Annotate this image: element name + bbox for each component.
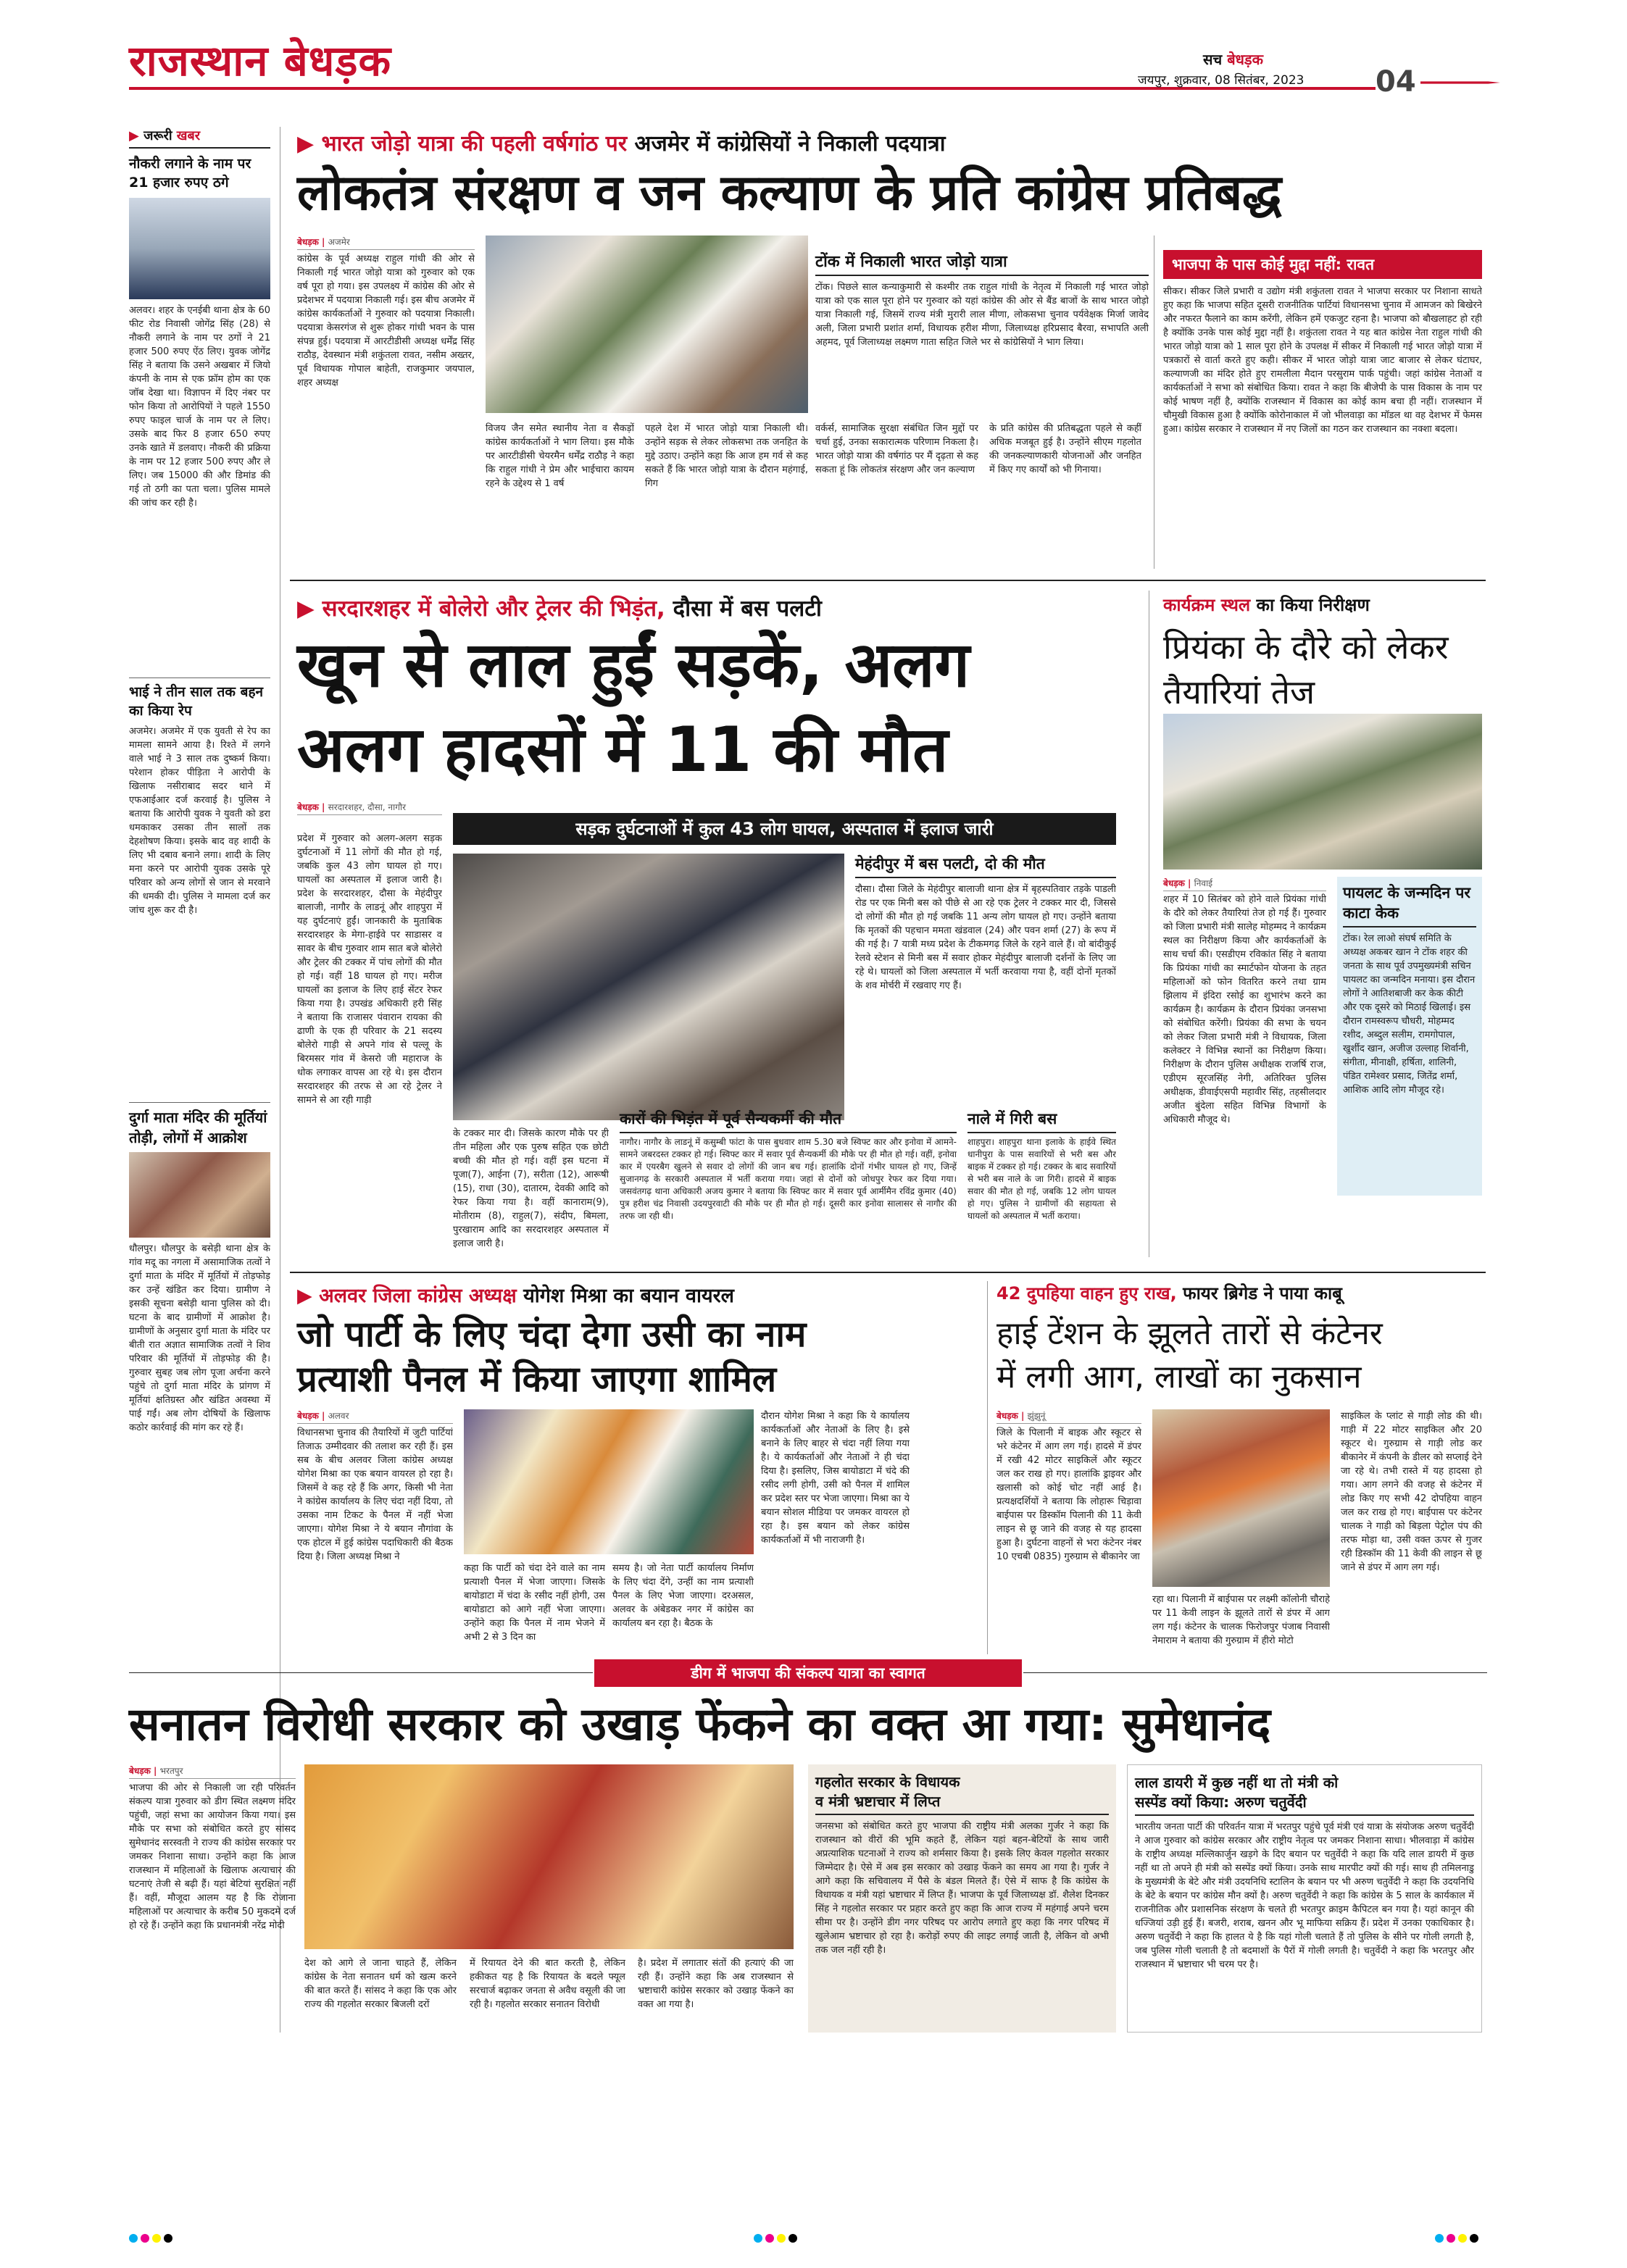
nale-box — [968, 1109, 1116, 1254]
bjp-rawat-box — [1163, 250, 1482, 569]
nagaur-box-title: कारों की भिड़ंत में पूर्व सैन्यकर्मी की मौत — [620, 1109, 957, 1133]
priyanka-headline: प्रियंका के दौरे को लेकर तैयारियां तेज — [1163, 628, 1449, 712]
alwar-divider — [987, 1281, 988, 1654]
diary-box-title-l1: लाल डायरी में कुछ नहीं था तो मंत्री को — [1135, 1774, 1339, 1791]
congress-col5: के प्रति कांग्रेस की प्रतिबद्धता पहले से कहीं अधिक मजबूत हुई है। उन्होंने सीएम गहलोत की जनकल्याणकारी योजनाओं और जनहित में किए गए कार्यों को भी गिनाया। — [989, 423, 1141, 475]
sumedhanand-col1: भाजपा की ओर से निकाली जा रही परिवर्तन संकल्प यात्रा गुरुवार को डीग स्थित लक्ष्मण मंदिर पहुंची, जहां सभा का आयोजन किया गया। इस मौके पर सभा को संबोधित करते हुए सांसद सुमेधानंद सरस्वती ने राज्य की कांग्रेस सरकार पर जमकर निशाना साधा। उन्होंने कहा कि आज राजस्थान में महिलाओं के खिलाफ अत्याचार की घटनाएं तेजी से बढ़ी हैं। यहां बेटियां सुरक्षित नहीं हैं। वहीं, मौजूदा आलम यह है कि रोजाना महिलाओं पर अत्याचार के करीब 50 मुकदमे दर्ज हो रहे हैं। उन्होंने कहा कि प्रधानमंत्री नरेंद्र मोदी — [129, 1783, 296, 1931]
congress-byline: बेधड़क | अजमेर — [297, 235, 475, 250]
gehlot-box-title-l1: गहलोत सरकार के विधायक — [815, 1773, 960, 1790]
sidebar-photo-temple — [129, 1152, 270, 1238]
fire-container-photo — [1152, 1409, 1330, 1587]
accidents-byline: बेधड़क | सरदारशहर, दौसा, नागौर — [297, 801, 442, 815]
accidents-col1: प्रदेश में गुरुवार को अलग-अलग सड़क दुर्घटनाओं में 11 लोगों की मौत हो गई, जबकि कुल 43 लोग घायल हो गए। घायलों का अस्पताल में इलाज जारी है। प्रदेश के सरदारशहर, दौसा के मेहंदीपुर बालाजी, नागौर के लाडनूं और शाहपुरा में यह दुर्घटनाएं हुईं। जानकारी के मुताबिक सरदारशहर के मेगा-हाईवे पर साडासर व सावर के बीच गुरुवार शाम सात बजे बोलेरो और ट्रेलर की टक्कर में पांच लोगों की मौत हो गई। वहीं 18 घायल हो गए। मरीज घायलों का इलाज के लिए हाई सेंटर रेफर किया गया है। उपखंड अधिकारी हरी सिंह ने बताया कि राजासर पंवारान रायका की ढाणी के एक ही परिवार के 21 सदस्य बोलेरो गाड़ी से अपने गांव से पल्लू के बिरमसर गांव में केसरो जी महाराज के धोक लगाकर वापस आ रहे थे। इस दौरान सरदारशहर की तरफ से आ रहे ट्रेलर ने सामने से आ रही गाड़ी — [297, 833, 442, 1106]
congress-col4: वर्कर्स, सामाजिक सुरक्षा संबंधित जिन मुद्दों पर चर्चा हुई, उनका सकारात्मक परिणाम निकला है। भारत जोड़ो यात्रा की वर्षगांठ पर मैं दृढ़ता से कह सकता हूं कि लोकतंत्र संरक्षण और जन कल्याण — [815, 423, 978, 475]
priyanka-kicker: कार्यक्रम स्थल का किया निरीक्षण — [1163, 595, 1370, 615]
alwar-kicker: ▶ अलवर जिला कांग्रेस अध्यक्ष योगेश मिश्रा का बयान वायरल — [297, 1285, 734, 1307]
alwar-headline-l2: प्रत्याशी पैनल में किया जाएगा शामिल — [297, 1359, 777, 1400]
section-rule-3 — [129, 1672, 593, 1673]
sumedhanand-col2: देश को आगे ले जाना चाहते हैं, लेकिन कांग्रेस के नेता सनातन धर्म को खत्म करने की बात करते हैं। सांसद ने कहा कि एक ओर राज्य की गहलोत सरकार बिजली दरों — [304, 1958, 457, 2010]
pen-icon — [1420, 80, 1500, 86]
arrow-icon: ▶ — [297, 596, 315, 622]
alwar-headline-l1: जो पार्टी के लिए चंदा देगा उसी का नाम — [297, 1314, 807, 1355]
section-rule-4 — [1023, 1672, 1487, 1673]
registration-dots-center — [754, 2232, 800, 2246]
nagaur-box — [620, 1109, 957, 1254]
alwar-col3: समय है। जो नेता पार्टी कार्यालय निर्माण के लिए चंदा देंगे, उन्हीं का नाम प्रत्याशी पैनल के लिए भेजा जाएगा। दरअसल, अलवर के अंबेडकर नगर में कांग्रेस का कार्यालय बन रहा है। बैठक के — [612, 1563, 754, 1629]
diary-box — [1127, 1764, 1482, 2033]
section-rule-1 — [290, 580, 1486, 581]
bus-box — [855, 854, 1116, 1100]
accidents-headline-l1: खून से लाल हुईं सड़कें, अलग — [297, 629, 970, 701]
registration-dots-right — [1435, 2232, 1481, 2246]
arrow-icon: ▶ — [297, 1285, 312, 1307]
congress-kicker: ▶ भारत जोड़ो यात्रा की पहली वर्षगांठ पर अजमेर में कांग्रेसियों ने निकाली पदयात्रा — [297, 131, 946, 157]
fire-col2: रहा था। पिलानी में बाईपास पर लक्ष्मी कॉलोनी चौराहे पर 11 केवी लाइन के झूलते तारों से डंपर में आग लग गई। कंटेनर के चालक फिरोजपुर पंजाब निवासी नेमाराम ने बताया की गुरुग्राम में हीरो मोटो — [1152, 1594, 1330, 1646]
sidebar-story2-body: अजमेर। अजमेर में एक युवती से रेप का मामला सामने आया है। रिश्ते में लगने वाले भाई ने 3 साल तक दुष्कर्म किया। परेशान होकर पीड़िता ने आरोपी के खिलाफ नसीराबाद सदर थाने में एफआईआर दर्ज करवाई है। पुलिस ने बताया कि आरोपी युवक ने युवती को डरा धमकाकर उसका तीन सालों तक देहशोषण किया। इसके बाद वह शादी के लिए भी दबाव बनाने लगा। शादी के लिए मना करने पर आरोपी युवक उसके पूरे परिवार को अन्य लोगों से जान से मरवाने की धमकी दी। पुलिस ने मामला दर्ज कर जांच शुरू कर दी है। — [129, 726, 270, 916]
sidebar-story3-headline: दुर्गा माता मंदिर की मूर्तियां तोड़ी, लोगों में आक्रोश — [129, 1109, 267, 1146]
masthead — [0, 0, 1627, 109]
congress-col1: कांग्रेस के पूर्व अध्यक्ष राहुल गांधी की ओर से निकाली गई भारत जोड़ो यात्रा को गुरुवार को एक वर्ष पूरा हो गया। इस उपलक्ष्य में कांग्रेस की ओर से प्रदेशभर में पदयात्रा निकाली गई। इस बीच अजमेर में कांग्रेस कार्यकर्ताओं ने गुरुवार को पदयात्रा निकाली। पदयात्रा केसरगंज से शुरू होकर गांधी भवन के पास संपन्न हुई। पदयात्रा में आरटीडीसी अध्यक्ष धर्मेंद्र सिंह राठौड़, देवस्थान मंत्री शकुंतला रावत, नसीम अख्तर, पूर्व विधायक गोपाल बाहेती, राजकुमार जयपाल, शहर अध्यक्ष — [297, 254, 475, 388]
pilot-box-title: पायलट के जन्मदिन पर काटा केक — [1343, 883, 1476, 927]
sumedhanand-col3: में रियायत देने की बात करती है, लेकिन हकीकत यह है कि रियायत के बदले फ्यूल सरचार्ज बढ़ाकर जनता से अवैध वसूली की जा रही है। गहलोत सरकार सनातन विरोधी — [470, 1958, 625, 2010]
tonk-box-title: टोंक में निकाली भारत जोड़ो यात्रा — [815, 250, 1149, 276]
congress-headline: लोकतंत्र संरक्षण व जन कल्याण के प्रति कांग्रेस प्रतिबद्ध — [297, 164, 1282, 222]
section-rule-2 — [290, 1272, 1486, 1273]
nagaur-box-body: नागौर। नागौर के लाडनूं में कसुम्बी फांटा के पास बुधवार शाम 5.30 बजे स्विफ्ट कार और इनोवा में आमने-सामने जबरदस्त टक्कर हो गई। स्विफ्ट कार में सवार पूर्व सैन्यकर्मी की मौके पर ही मौत हो गई। वहीं, इनोवा कार में एयरबैग खुलने से सवार दो लोगों की जान बच गई। हालांकि दोनों गंभीर घायल हो गए, जिन्हें सुजानगढ़ के सरकारी अस्पताल में भर्ती कराया गया। जहां से दोनों को जोधपुर रेफर कर दिया गया। जसवंतगढ़ थाना अधिकारी अजय कुमार ने बताया कि स्विफ्ट कार में सवार पूर्व आर्मीमैन रविंद्र कुमार (40) पुत्र हरीश चंद्र निवासी उदयपुरवाटी की मौके पर ही मौत हो गई। दूसरी कार इनोवा सालासर से नागौर की तरफ जा रही थी। — [620, 1137, 957, 1221]
registration-dots-left — [129, 2232, 175, 2246]
alwar-col4: दौरान योगेश मिश्रा ने कहा कि ये कार्यालय कार्यकर्ताओं और नेताओं के लिए है। इसे बनाने के लिए बाहर से चंदा नहीं लिया गया है। ये कार्यकर्ताओं और नेताओं ने ही चंदा दिया है। इसलिए, जिस बायोडाटा में चंदे की रसीद लगी होगी, उसी को पैनल में शामिल कर प्रदेश स्तर पर भेजा जाएगा। मिश्रा का ये बयान सोशल मीडिया पर जमकर वायरल हो रहा है। इस बयान को लेकर कांग्रेस कार्यकर्ताओं में भी नाराजगी है। — [761, 1411, 910, 1546]
gehlot-box — [808, 1764, 1116, 2033]
bjp-rawat-title: भाजपा के पास कोई मुद्दा नहीं: रावत — [1163, 250, 1482, 279]
nale-box-title: नाले में गिरी बस — [968, 1109, 1116, 1133]
accidents-subhead: सड़क दुर्घटनाओं में कुल 43 लोग घायल, अस्पताल में इलाज जारी — [453, 813, 1116, 845]
accidents-col2: के टक्कर मार दी। जिसके कारण मौके पर ही तीन महिला और एक पुरुष सहित एक छोटी बच्ची की मौत हो गई। वहीं इस घटना में पूजा(7), आईना (7), सरीता (12), आरूषी (15), राधा (30), दातारम, देवकी आदि को रेफर किया गया है। वहीं कानाराम(9), मोतीराम (8), राहुल(7), संदीप, बिमला, पुरखाराम आदि का सरदारशहर अस्पताल में इलाज जारी है। — [453, 1128, 609, 1249]
arrow-icon: ▶ — [129, 128, 139, 143]
page-number: 04 — [1376, 65, 1416, 99]
sidebar-photo-man — [129, 198, 270, 299]
nale-box-body: शाहपुरा। शाहपुरा थाना इलाके के हाईवे स्थित धानीपुरा के पास सवारियों से भरी बस और बाइक में टक्कर हो गई। टक्कर के बाद सवारियों से भरी बस नाले के जा गिरी। हादसे में बाइक सवार की मौत हो गई, जबकि 12 लोग घायल हो गए। पुलिस ने ग्रामीणों की सहायता से घायलों को अस्पताल में भर्ती कराया। — [968, 1137, 1116, 1221]
sidebar-story1-body: अलवर। शहर के एनईबी थाना क्षेत्र के 60 फीट रोड निवासी जोगेंद्र सिंह (28) से नौकरी लगाने के नाम पर ठगों ने 21 हजार 500 रुपए ऐंठ लिए। युवक जोगेंद्र सिंह ने बताया कि उसने अखबार में जियो कंपनी के नाम से एक फ्रॉम होम का एक जॉब देखा था। विज्ञापन में दिए नंबर पर फोन किया तो आरोपियों ने पहले 1550 रुपए फाइल चार्ज के नाम पर ले लिए। उसके बाद फिर 8 हजार 650 रुपए उनके खाते में डलवाए। नौकरी की प्रक्रिया के नाम पर 12 हजार 500 रुपए और ले लिए। जब 15000 की और डिमांड की गई तो ठगी का पता चला। पुलिस मामले की जांच कर रही है। — [129, 305, 270, 509]
gehlot-box-body: जनसभा को संबोधित करते हुए भाजपा की राष्ट्रीय मंत्री अलका गुर्जर ने कहा कि राजस्थान को वीरों की भूमि कहते हैं, लेकिन यहां बहन-बेटियों के साथ जारी अप्रत्याशिक घटनाओं ने राज्य को शर्मसार किया है। इसके लिए केवल गहलोत सरकार जिम्मेदार है। ऐसे में अब इस सरकार को उखाड़ फेंकने का समय आ गया है। गुर्जर ने आगे कहा कि सचिवालय में पैसे के बंडल मिलते हैं। ऐसे में साफ है कि कांग्रेस के विधायक व मंत्री यहां भ्रष्टाचार में लिप्त हैं। भाजपा के पूर्व जिलाध्यक्ष डॉ. शैलेश दिनकर सिंह ने गहलोत सरकार पर प्रहार करते हुए कहा कि आज राज्य में महंगाई अपने चरम सीमा पर है। उन्होंने डीग नगर परिषद पर आरोप लगाते हुए कहा कि नगर परिषद में खुलेआम भ्रष्टाचार हो रहा है। करोड़ों रुपए की लाइट लगाई जाती है, लेकिन वो अभी तक जल नहीं रही है। — [815, 1821, 1109, 1956]
alwar-col2: कहा कि पार्टी को चंदा देने वाले का नाम प्रत्याशी पैनल में भेजा जाएगा। जिसके बायोडाटा में चंदा के रसीद नहीं होगी, उस बायोडाटा को आगे नहीं भेजा जाएगा। उन्होंने कहा कि पैनल में नाम भेजने में अभी 2 से 3 दिन का — [464, 1563, 605, 1643]
sidebar-story1-headline: नौकरी लगाने के नाम पर 21 हजार रुपए ठगे — [129, 156, 251, 191]
congress-col3: पहले देश में भारत जोड़ो यात्रा निकाली थी। उन्होंने सड़क से लेकर लोकसभा तक जनहित के मुद्दे उठाए। उन्होंने कहा कि आज हम गर्व से कह सकते हैं कि भारत जोड़ो यात्रा के दौरान महंगाई, गिग — [645, 423, 808, 489]
priyanka-body: शहर में 10 सितंबर को होने वाले प्रियंका गांधी के दौरे को लेकर तैयारियां तेज हो गई हैं। गुरुवार को जिला प्रभारी मंत्री सालेह मोहम्मद ने कार्यक्रम स्थल का निरीक्षण किया और कार्यकर्ताओं के साथ चर्चा की। एसडीएम रविकांत सिंह ने बताया कि प्रियंका गांधी का स्मार्टफोन योजना के तहत महिलाओं को फोन वितरित करने तथा ग्राम झिलाय में इंदिरा रसोई का शुभारंभ करने का कार्यक्रम है। कार्यक्रम के दौरान प्रियंका जनसभा को संबोधित करेंगी। प्रियंका की सभा के चयन को लेकर जिला प्रभारी मंत्री ने विधायक, जिला कलेक्टर ने विभिन्न स्थानों का निरीक्षण किया। निरीक्षण के दौरान पुलिस अधीक्षक राजर्षि राज, एडीएम सूरजसिंह नेगी, अतिरिक्त पुलिस अधीक्षक, डीवाईएसपी महावीर सिंह, तहसीलदार अजीत बुंदेला सहित विभिन्न विभागों के अधिकारी मौजूद थे। — [1163, 894, 1326, 1125]
diary-box-title-l2: सस्पेंड क्यों किया: अरुण चतुर्वेदी — [1135, 1792, 1474, 1816]
arrow-icon: ▶ — [297, 131, 315, 157]
sumedhanand-headline: सनातन विरोधी सरकार को उखाड़ फेंकने का वक्त आ गया: सुमेधानंद — [129, 1698, 1271, 1751]
alwar-garland-photo — [464, 1409, 754, 1554]
dateline: जयपुर, शुक्रवार, 08 सितंबर, 2023 — [1138, 73, 1304, 88]
accidents-headline-l2: अलग हादसों में 11 की मौत — [297, 714, 949, 786]
fire-col3: साइकिल के प्लांट से गाड़ी लोड की थी। गाड़ी में 22 मोटर साइकिल और 20 स्कूटर थे। गुरुग्राम से गाड़ी लोड कर बीकानेर में कंपनी के डीलर को सप्लाई देने जा रहे थे। तभी रास्ते में यह हादसा हो गया। आग लगने की वजह से कंटेनर में लोड किए गए सभी 42 दोपहिया वाहन जल कर राख हो गए। बाईपास पर कंटेनर चालक ने गाड़ी को बिड़ला पेट्रोल पंप की तरफ मोड़ा था, उसी वक्त ऊपर से गुजर रही डिस्कॉम की 11 केवी की लाइन से छू जाने से डंपर में आग लग गई। — [1341, 1411, 1482, 1573]
bjp-rawat-body: सीकर। सीकर जिले प्रभारी व उद्योग मंत्री शकुंतला रावत ने भाजपा सरकार पर निशाना साधते हुए कहा कि भाजपा सहित दूसरी राजनीतिक पार्टियां विधानसभा चुनाव में आमजन को बिखेरने और नफरत फैलाने का काम करेंगी, लेकिन हमें एकजुट रहना है। भाजपा को बौखलाहट हो रही है क्योंकि उनके पास कोई मुद्दा नहीं है। शकुंतला रावत ने यह बात कांग्रेस नेता राहुल गांधी की भारत जोड़ो यात्रा को 1 साल पूरा होने के उपलक्ष में सीकर में निकाली गई भारत जोड़ो यात्रा में पत्रकारों से वार्ता करते हुए कही। सीकर में भारत जोड़ो यात्रा जाट बाजार से लेकर घंटाघर, कल्याणजी का मंदिर होते हुए रामलीला मैदान परसुराम पार्क पहुंची। जहां कांग्रेस नेताओं व कार्यकर्ताओं ने सभा को संबोधित किया। रावत ने कहा कि बीजेपी के पास विकास के नाम पर कोई भाषण नहीं है, क्योंकि राजस्थान में विकास का कोई काम बचा ही नहीं। राजस्थान में चौमुखी विकास हुआ है क्योंकि कोरोनाकाल में जो भीलवाड़ा का मॉडल था वह देशभर में फेमस हुआ। कांग्रेस सरकार ने राजस्थान में नए जिलों का गठन कर राजस्थान का नक्शा बदला। — [1163, 286, 1482, 435]
alwar-col1: विधानसभा चुनाव की तैयारियों में जुटी पार्टियां तिजाऊ उम्मीदवार की तलाश कर रही हैं। इस सब के बीच अलवर जिला कांग्रेस अध्यक्ष योगेश मिश्रा का एक बयान वायरल हो रहा है। जिसमें वे कह रहे हैं कि अगर, किसी भी नेता ने कांग्रेस कार्यालय के लिए चंदा नहीं दिया, तो उसका नाम टिकट के पैनल में नहीं भेजा जाएगा। योगेश मिश्रा ने ये बयान नौगांवा के एक होटल में हुई कांग्रेस पदाधिकारी की बैठक दिया है। जिला अध्यक्ष मिश्रा ने — [297, 1427, 453, 1562]
sumedhanand-banner: डीग में भाजपा की संकल्प यात्रा का स्वागत — [594, 1659, 1022, 1687]
pilot-box — [1337, 877, 1482, 1196]
sumedhanand-rally-photo — [304, 1764, 794, 1949]
gehlot-box-title-l2: व मंत्री भ्रष्टाचार में लिप्त — [815, 1791, 1109, 1815]
fire-byline: बेधड़क | झुंझुनूं — [996, 1409, 1141, 1424]
tonk-box-body: टोंक। पिछले साल कन्याकुमारी से कश्मीर तक राहुल गांधी के नेतृत्व में निकाली गई भारत जोड़ो यात्रा को एक साल पूरा होने पर गुरुवार को यहां कांग्रेस की ओर से बैंड बाजों के साथ भारत जोड़ो यात्रा निकाली गई, जिसमें राज्य मंत्री मुरारी लाल मीणा, लोकसभा चुनाव पर्यवेक्षक मिर्जा जावेद अली, जिला प्रभारी प्रशांत शर्मा, विधायक हरीश मीणा, जिलाध्यक्ष हरिप्रसाद बैरवा, सभापति अली अहमद, पूर्व जिलाध्यक्ष लक्ष्मण गाता सहित जिले भर से कांग्रेसियों ने भाग लिया। — [815, 282, 1149, 348]
masthead-tagline: सच बेधड़क — [1203, 51, 1263, 68]
sidebar-story2-headline: भाई ने तीन साल तक बहन का किया रेप — [129, 684, 264, 719]
fire-col1: जिले के पिलानी में बाइक और स्कूटर से भरे कंटेनर में आग लग गई। हादसे में डंपर में रखी 42 मोटर साइकिलें और स्कूटर जल कर राख हो गए। हालांकि ड्राइवर और खलासी को कोई चोट नहीं आई है। प्रत्यक्षदर्शियों ने बताया कि लोहारू चिड़ावा बाईपास पर डिस्कॉम पिलानी की 11 केवी लाइन से छू जाने की वजह से यह हादसा हुआ है। दुर्घटना वाहनों से भरा कंटेनर नंबर 10 एचबी 0835) गुरुग्राम से बीकानेर जा — [996, 1427, 1141, 1562]
accidents-crowd-photo — [453, 854, 844, 1120]
priyanka-byline: बेधड़क | निवाई — [1163, 877, 1326, 891]
diary-box-body: भारतीय जनता पार्टी की परिवर्तन यात्रा में भरतपुर पहुंचे पूर्व मंत्री एवं यात्रा के संयोजक अरुण चतुर्वेदी ने आज गुरुवार को कांग्रेस सरकार और राष्ट्रीय नेतृत्व पर जमकर निशाना साधा। भीलवाड़ा में कांग्रेस के राष्ट्रीय अध्यक्ष मल्लिकार्जुन खड़गे के दिए बयान पर चतुर्वेदी ने कहा कि यदि लाल डायरी में कुछ नहीं था तो अपने ही मंत्री को सस्पेंड क्यों किया। उनके साथ मारपीट क्यों की गई। साथ ही तमिलनाडु के मुख्यमंत्री के बेटे और मंत्री उदयनिधि स्टालिन के बयान पर भी अरुण चतुर्वेदी ने कहा कि उदयनिधि के बेटे के बयान पर कांग्रेस मौन क्यों है। अरुण चतुर्वेदी ने कहा कि कांग्रेस के 5 साल के कार्यकाल में राजनीतिक और प्रशासनिक संरक्षण के चलते ही भरतपुर क्राइम कैपिटल बन गया है। यहां कानून की धज्जियां उड़ी हुई हैं। बजरी, शराब, खनन और भू माफिया सक्रिय हैं। प्रदेश में उनका एकाधिकार है। अरुण चतुर्वेदी ने कहा कि हालत ये है कि यहां गोली चलाते हैं तो पुलिस के सीने पर गोली लगती है, जब पुलिस गोली चलाती है तो बदमाशों के पैरों में गोली लगती है। चतुर्वेदी ने कहा कि भरतपुर और राजस्थान में भ्रष्टाचार भी चरम पर है। — [1135, 1822, 1474, 1970]
fire-headline-l1: हाई टेंशन के झूलते तारों से कंटेनर — [996, 1315, 1383, 1352]
priyanka-inspection-photo — [1163, 714, 1482, 870]
tonk-box — [815, 250, 1149, 411]
congress-rally-photo — [486, 235, 808, 413]
sidebar-section-label: ▶ जरूरी खबर — [129, 127, 270, 149]
pilot-box-body: टोंक। रेल लाओ संघर्ष समिति के अध्यक्ष अकबर खान ने टोंक शहर की जनता के साथ पूर्व उपमुख्यमंत्री सचिन पायलट का जन्मदिन मनाया। इस दौरान लोगों ने आतिशबाजी कर केक कीटी और एक दूसरे को मिठाई खिलाई। इस दौरान रामस्वरूप चौधरी, मोहम्मद रशीद, अब्दुल सलीम, रामगोपाल, खुर्शीद खान, अजीज उल्लाह शिर्वानी, संगीता, मीनाक्षी, हर्षिता, शालिनी, पंडित रामेश्वर प्रसाद, जितेंद्र शर्मा, आशिक आदि लोग मौजूद रहे। — [1343, 933, 1476, 1096]
bus-box-body: दौसा। दौसा जिले के मेहंदीपुर बालाजी थाना क्षेत्र में बृहस्पतिवार तड़के पाडली रोड पर एक मिनी बस को पीछे से आ रहे एक ट्रेलर ने टक्कर मार दी, जिससे दो लोगों की मौत हो गई जबकि 11 अन्य लोग घायल हो गए। उन्होंने बताया कि मृतकों की पहचान ममता खंडवाल (24) और पवन शर्मा (27) के रूप में की गई है। 7 यात्री मध्य प्रदेश के टीकमगढ़ जिले के रहने वाले हैं। वो बांदीकुई रेलवे स्टेशन से मिनी बस में सवार होकर मेहंदीपुर बालाजी दर्शनों के लिए जा रहे थे। घायलों को जिला अस्पताल में भर्ती करवाया गया है, वहीं दोनों मृतकों के शव मोर्चरी में रखवाए गए हैं। — [855, 884, 1116, 991]
sumedhanand-byline: बेधड़क | भरतपुर — [129, 1764, 296, 1779]
congress-col2: विजय जैन समेत स्थानीय नेता व सैकड़ों कांग्रेस कार्यकर्ताओं ने भाग लिया। इस मौके पर आरटीडीसी चेयरमैन धर्मेंद्र राठौड़ ने कहा कि राहुल गांधी ने प्रेम और भाईचारा कायम रहने के उद्देश्य से 1 वर्ष — [486, 423, 634, 489]
alwar-byline: बेधड़क | अलवर — [297, 1409, 453, 1424]
sidebar-story3-body: धौलपुर। धौलपुर के बसेड़ी थाना क्षेत्र के गांव मदू का नगला में असामाजिक तत्वों ने दुर्गा माता के मंदिर में मूर्तियों में तोड़फोड़ कर उन्हें खंडित कर दिया। ग्रामीण ने इसकी सूचना बसेड़ी थाना पुलिस को दी। घटना के बाद ग्रामीणों में आक्रोश है। ग्रामीणों के अनुसार दुर्गा माता के मंदिर पर बीती रात अज्ञात सामाजिक तत्वों ने शिव परिवार की मूर्तियों में तोड़फोड़ की है। गुरुवार सुबह जब लोग पूजा अर्चना करने पहुंचे तो दुर्गा माता मंदिर के प्रांगण में मूर्तियां क्षतिग्रस्त और खंडित अवस्था में पाई गईं। अब लोग दोषियों के खिलाफ कठोर कार्रवाई की मांग कर रहे हैं। — [129, 1243, 270, 1433]
bus-box-title: मेहंदीपुर में बस पलटी, दो की मौत — [855, 854, 1116, 878]
accidents-kicker: ▶ सरदारशहर में बोलेरो और ट्रेलर की भिड़ंत, दौसा में बस पलटी — [297, 596, 822, 622]
masthead-logo: राजस्थान बेधड़क — [129, 36, 392, 86]
fire-headline-l2: में लगी आग, लाखों का नुकसान — [996, 1359, 1362, 1396]
sumedhanand-col4: है। प्रदेश में लगातार संतों की हत्याएं की जा रही हैं। उन्होंने कहा कि अब राजस्थान से भ्रष्टाचारी कांग्रेस सरकार को उखाड़ फेंकने का वक्त आ गया है। — [638, 1958, 794, 2010]
fire-kicker: 42 दुपहिया वाहन हुए राख, फायर ब्रिगेड ने पाया काबू — [996, 1283, 1342, 1304]
